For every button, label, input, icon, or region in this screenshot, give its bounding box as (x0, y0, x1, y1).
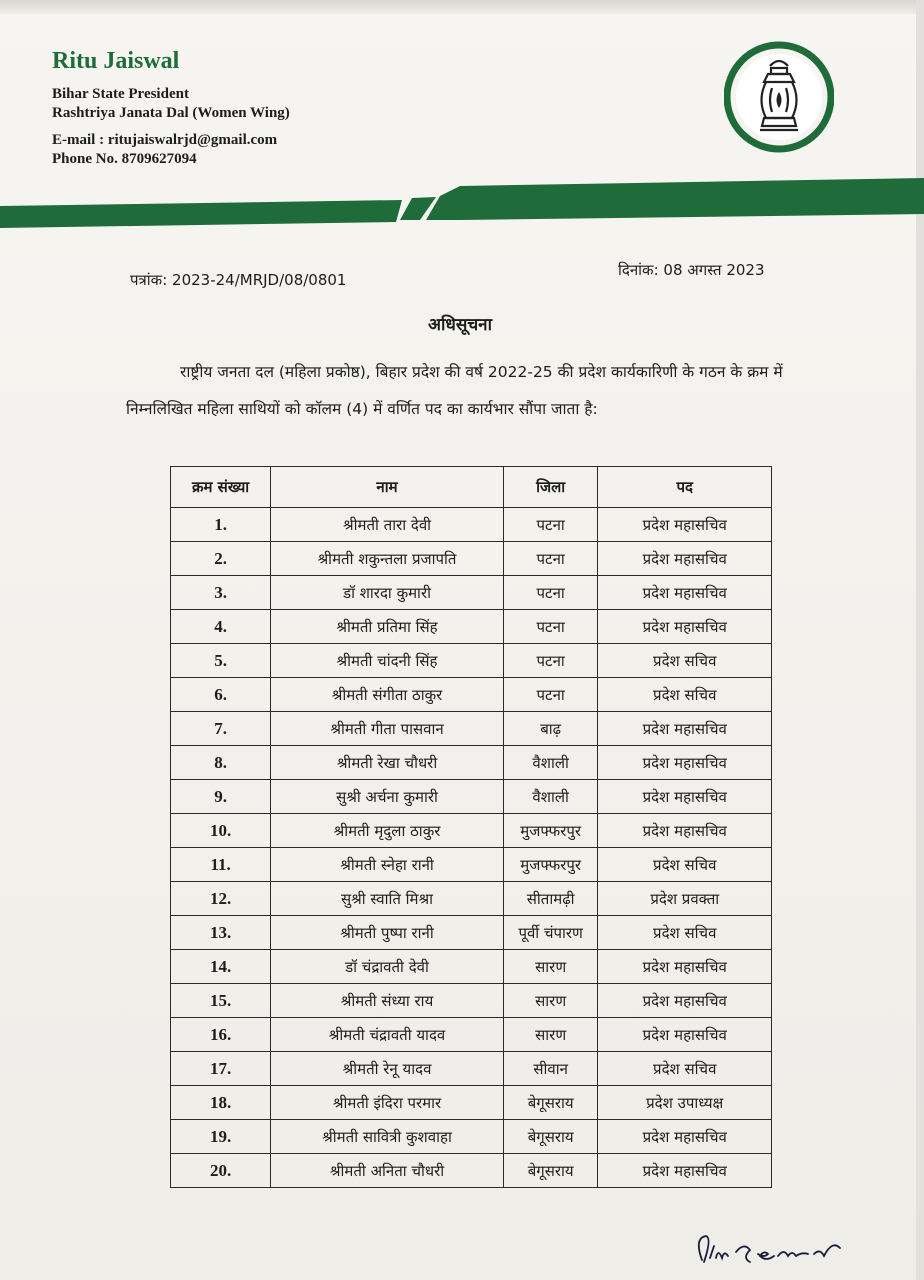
table-row (171, 508, 772, 542)
cell-post: प्रदेश महासचिव (598, 1018, 772, 1052)
table-row (171, 610, 772, 644)
cell-post: प्रदेश महासचिव (598, 950, 772, 984)
header-name: नाम (271, 467, 504, 508)
cell-district: पटना (503, 610, 598, 644)
cell-serial: 16. (171, 1018, 271, 1052)
cell-district: पटना (503, 644, 598, 678)
cell-name: सुश्री स्वाति मिश्रा (271, 882, 504, 916)
cell-name: श्रीमती इंदिरा परमार (271, 1086, 504, 1120)
table-row (171, 1120, 772, 1154)
cell-name: श्रीमती शकुन्तला प्रजापति (271, 542, 504, 576)
cell-serial: 11. (171, 848, 271, 882)
cell-name: श्रीमती संगीता ठाकुर (271, 678, 504, 712)
table-row (171, 780, 772, 814)
cell-name: श्रीमती गीता पासवान (271, 712, 504, 746)
signature (684, 1228, 854, 1274)
cell-post: प्रदेश महासचिव (598, 746, 772, 780)
cell-post: प्रदेश महासचिव (598, 814, 772, 848)
cell-serial: 17. (171, 1052, 271, 1086)
cell-name: श्रीमती मृदुला ठाकुर (271, 814, 504, 848)
cell-serial: 12. (171, 882, 271, 916)
cell-post: प्रदेश महासचिव (598, 508, 772, 542)
cell-serial: 3. (171, 576, 271, 610)
cell-district: बेगूसराय (503, 1120, 598, 1154)
table-row (171, 814, 772, 848)
cell-name: श्रीमती रेनू यादव (271, 1052, 504, 1086)
cell-post: प्रदेश महासचिव (598, 712, 772, 746)
cell-post: प्रदेश उपाध्यक्ष (598, 1086, 772, 1120)
cell-post: प्रदेश सचिव (598, 644, 772, 678)
cell-name: श्रीमती रेखा चौधरी (271, 746, 504, 780)
cell-district: मुजफ्फरपुर (503, 848, 598, 882)
letterhead-phone: Phone No. 8709627094 (52, 151, 197, 167)
cell-district: बाढ़ (503, 712, 598, 746)
cell-district: पूर्वी चंपारण (503, 916, 598, 950)
cell-name: श्रीमती चांदनी सिंह (271, 644, 504, 678)
cell-district: वैशाली (503, 746, 598, 780)
cell-name: श्रीमती सावित्री कुशवाहा (271, 1120, 504, 1154)
cell-name: सुश्री अर्चना कुमारी (271, 780, 504, 814)
letterhead-title: Bihar State President (52, 86, 189, 102)
cell-serial: 13. (171, 916, 271, 950)
cell-serial: 7. (171, 712, 271, 746)
cell-district: सारण (503, 984, 598, 1018)
cell-name: श्रीमती संध्या राय (271, 984, 504, 1018)
cell-serial: 10. (171, 814, 271, 848)
cell-name: श्रीमती स्नेहा रानी (271, 848, 504, 882)
letterhead-email: E-mail : ritujaiswalrjd@gmail.com (52, 132, 278, 148)
cell-post: प्रदेश महासचिव (598, 542, 772, 576)
cell-district: बेगूसराय (503, 1154, 598, 1188)
document-heading: अधिसूचना (428, 315, 492, 335)
table-row (171, 1086, 772, 1120)
cell-name: श्रीमती तारा देवी (271, 508, 504, 542)
cell-serial: 5. (171, 644, 271, 678)
cell-serial: 19. (171, 1120, 271, 1154)
table-row (171, 678, 772, 712)
cell-name: डॉ चंद्रावती देवी (271, 950, 504, 984)
table-row (171, 916, 772, 950)
letterhead (52, 48, 290, 169)
header-post: पद (598, 467, 772, 508)
document-date: दिनांक: 08 अगस्त 2023 (618, 261, 765, 279)
table-row (171, 746, 772, 780)
cell-serial: 20. (171, 1154, 271, 1188)
cell-post: प्रदेश महासचिव (598, 576, 772, 610)
cell-post: प्रदेश महासचिव (598, 1154, 772, 1188)
cell-post: प्रदेश सचिव (598, 678, 772, 712)
table-row (171, 644, 772, 678)
table-row (171, 1018, 772, 1052)
cell-name: श्रीमती चंद्रावती यादव (271, 1018, 504, 1052)
cell-serial: 1. (171, 508, 271, 542)
cell-district: मुजफ्फरपुर (503, 814, 598, 848)
cell-post: प्रदेश महासचिव (598, 984, 772, 1018)
table-row (171, 712, 772, 746)
cell-district: पटना (503, 542, 598, 576)
table-header-row (171, 467, 772, 508)
cell-post: प्रदेश सचिव (598, 1052, 772, 1086)
notification-paragraph: राष्ट्रीय जनता दल (महिला प्रकोष्ठ), बिहार प्रदेश की वर्ष 2022-25 की प्रदेश कार्यकारिणी के गठन के क्रम में निम्नलिखित महिला साथियों को कॉलम (4) में वर्णित पद का कार्यभार सौंपा जाता है: (126, 363, 783, 418)
letterhead-name: Ritu Jaiswal (52, 48, 180, 74)
cell-serial: 14. (171, 950, 271, 984)
letterhead-stripe (0, 170, 924, 240)
letterhead-org: Rashtriya Janata Dal (Women Wing) (52, 105, 290, 121)
cell-post: प्रदेश प्रवक्ता (598, 882, 772, 916)
cell-post: प्रदेश सचिव (598, 916, 772, 950)
cell-name: श्रीमती अनिता चौधरी (271, 1154, 504, 1188)
table-row (171, 984, 772, 1018)
reference-number: पत्रांक: 2023-24/MRJD/08/0801 (130, 271, 347, 289)
cell-district: सीतामढ़ी (503, 882, 598, 916)
cell-serial: 6. (171, 678, 271, 712)
cell-serial: 9. (171, 780, 271, 814)
cell-district: पटना (503, 576, 598, 610)
cell-district: सारण (503, 950, 598, 984)
cell-serial: 18. (171, 1086, 271, 1120)
cell-district: वैशाली (503, 780, 598, 814)
cell-serial: 8. (171, 746, 271, 780)
cell-post: प्रदेश महासचिव (598, 610, 772, 644)
cell-name: डॉ शारदा कुमारी (271, 576, 504, 610)
cell-name: श्रीमती पुष्पा रानी (271, 916, 504, 950)
header-district: जिला (503, 467, 598, 508)
lantern-icon (724, 38, 834, 156)
table-row (171, 950, 772, 984)
cell-name: श्रीमती प्रतिमा सिंह (271, 610, 504, 644)
cell-district: सीवान (503, 1052, 598, 1086)
table-row (171, 1154, 772, 1188)
cell-serial: 15. (171, 984, 271, 1018)
cell-district: सारण (503, 1018, 598, 1052)
table-row (171, 882, 772, 916)
table-row (171, 542, 772, 576)
cell-serial: 2. (171, 542, 271, 576)
cell-district: पटना (503, 678, 598, 712)
paper-top-edge (0, 0, 924, 14)
table-row (171, 576, 772, 610)
cell-post: प्रदेश सचिव (598, 848, 772, 882)
cell-post: प्रदेश महासचिव (598, 1120, 772, 1154)
cell-serial: 4. (171, 610, 271, 644)
table-row (171, 848, 772, 882)
cell-district: पटना (503, 508, 598, 542)
appointments-table (170, 466, 772, 1188)
cell-district: बेगूसराय (503, 1086, 598, 1120)
header-serial: क्रम संख्या (171, 467, 271, 508)
cell-post: प्रदेश महासचिव (598, 780, 772, 814)
table-row (171, 1052, 772, 1086)
